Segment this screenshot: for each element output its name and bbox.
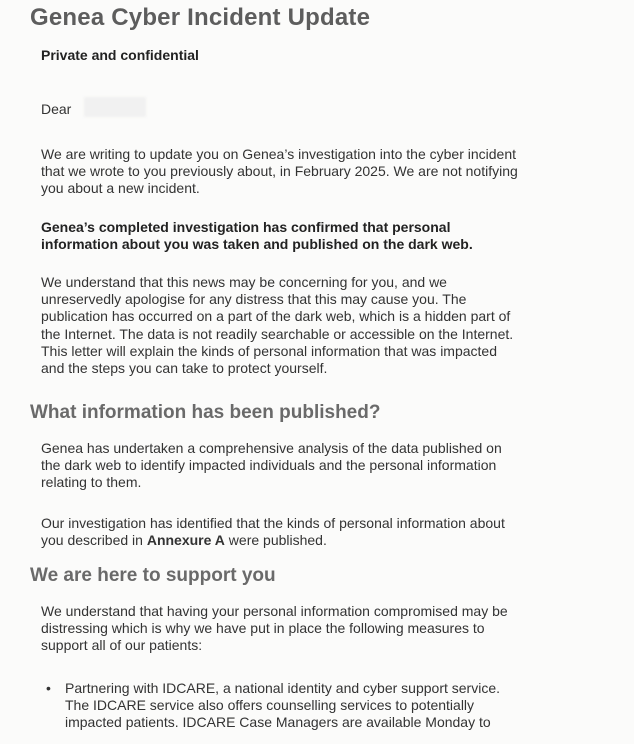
paragraph-line: the dark web to identify impacted individuals and the personal information [41,457,497,474]
paragraph-line: distressing which is why we have put in place the following measures to [41,620,485,637]
paragraph-line: Genea has undertaken a comprehensive analysis of the data published on [41,440,502,456]
paragraph-line: We understand that having your personal information compromised may be [41,603,508,619]
paragraph-line: Partnering with IDCARE, a national identity and cyber support service. [65,680,500,696]
paragraph-line [41,532,601,549]
text-run: you described in [41,532,147,549]
paragraph-confirmation [41,219,601,253]
paragraph-line: The IDCARE service also offers counselling services to potentially [65,697,475,714]
paragraph-line: Genea’s completed investigation has confirmed that personal [41,219,451,235]
redacted-name [84,97,146,117]
annexure-reference: Annexure A [146,532,225,549]
paragraph-line: the Internet. The data is not readily searchable or accessible on the Internet. [41,325,514,342]
paragraph-line: support all of our patients: [41,637,203,654]
bullet-text [65,680,585,732]
paragraph-analysis [41,440,601,492]
paragraph-line: unreservedly apologise for any distress that this may cause you. The [41,291,467,308]
paragraph-apology [41,274,601,377]
paragraph-line: you about a new incident. [41,180,200,197]
paragraph-line: publication has occurred on a part of the dark web, which is a hidden part of [41,308,511,325]
paragraph-line: We understand that this news may be concerning for you, and we [41,274,447,290]
section-heading-support: We are here to support you [30,565,276,586]
paragraph-line: that we wrote to you previously about, in February 2025. We are not notifying [41,163,518,180]
salutation: Dear [41,101,72,117]
section-heading-published: What information has been published? [30,402,381,423]
bullet-icon: • [46,680,51,696]
paragraph-line: We are writing to update you on Genea’s investigation into the cyber incident [41,146,516,162]
paragraph-line: This letter will explain the kinds of personal information that was impacted [41,342,497,359]
paragraph-investigation [41,515,601,549]
paragraph-line: information about you was taken and published on the dark web. [41,236,473,253]
private-label: Private and confidential [41,47,199,63]
paragraph-intro [41,146,601,198]
paragraph-line: relating to them. [41,474,142,491]
text-run: were published. [224,532,327,549]
paragraph-line: and the steps you can take to protect yourself. [41,360,328,377]
paragraph-support [41,603,601,655]
paragraph-line: Our investigation has identified that the kinds of personal information about [41,515,505,531]
paragraph-line: impacted patients. IDCARE Case Managers are available Monday to [65,714,491,731]
letter-title: Genea Cyber Incident Update [30,4,371,31]
